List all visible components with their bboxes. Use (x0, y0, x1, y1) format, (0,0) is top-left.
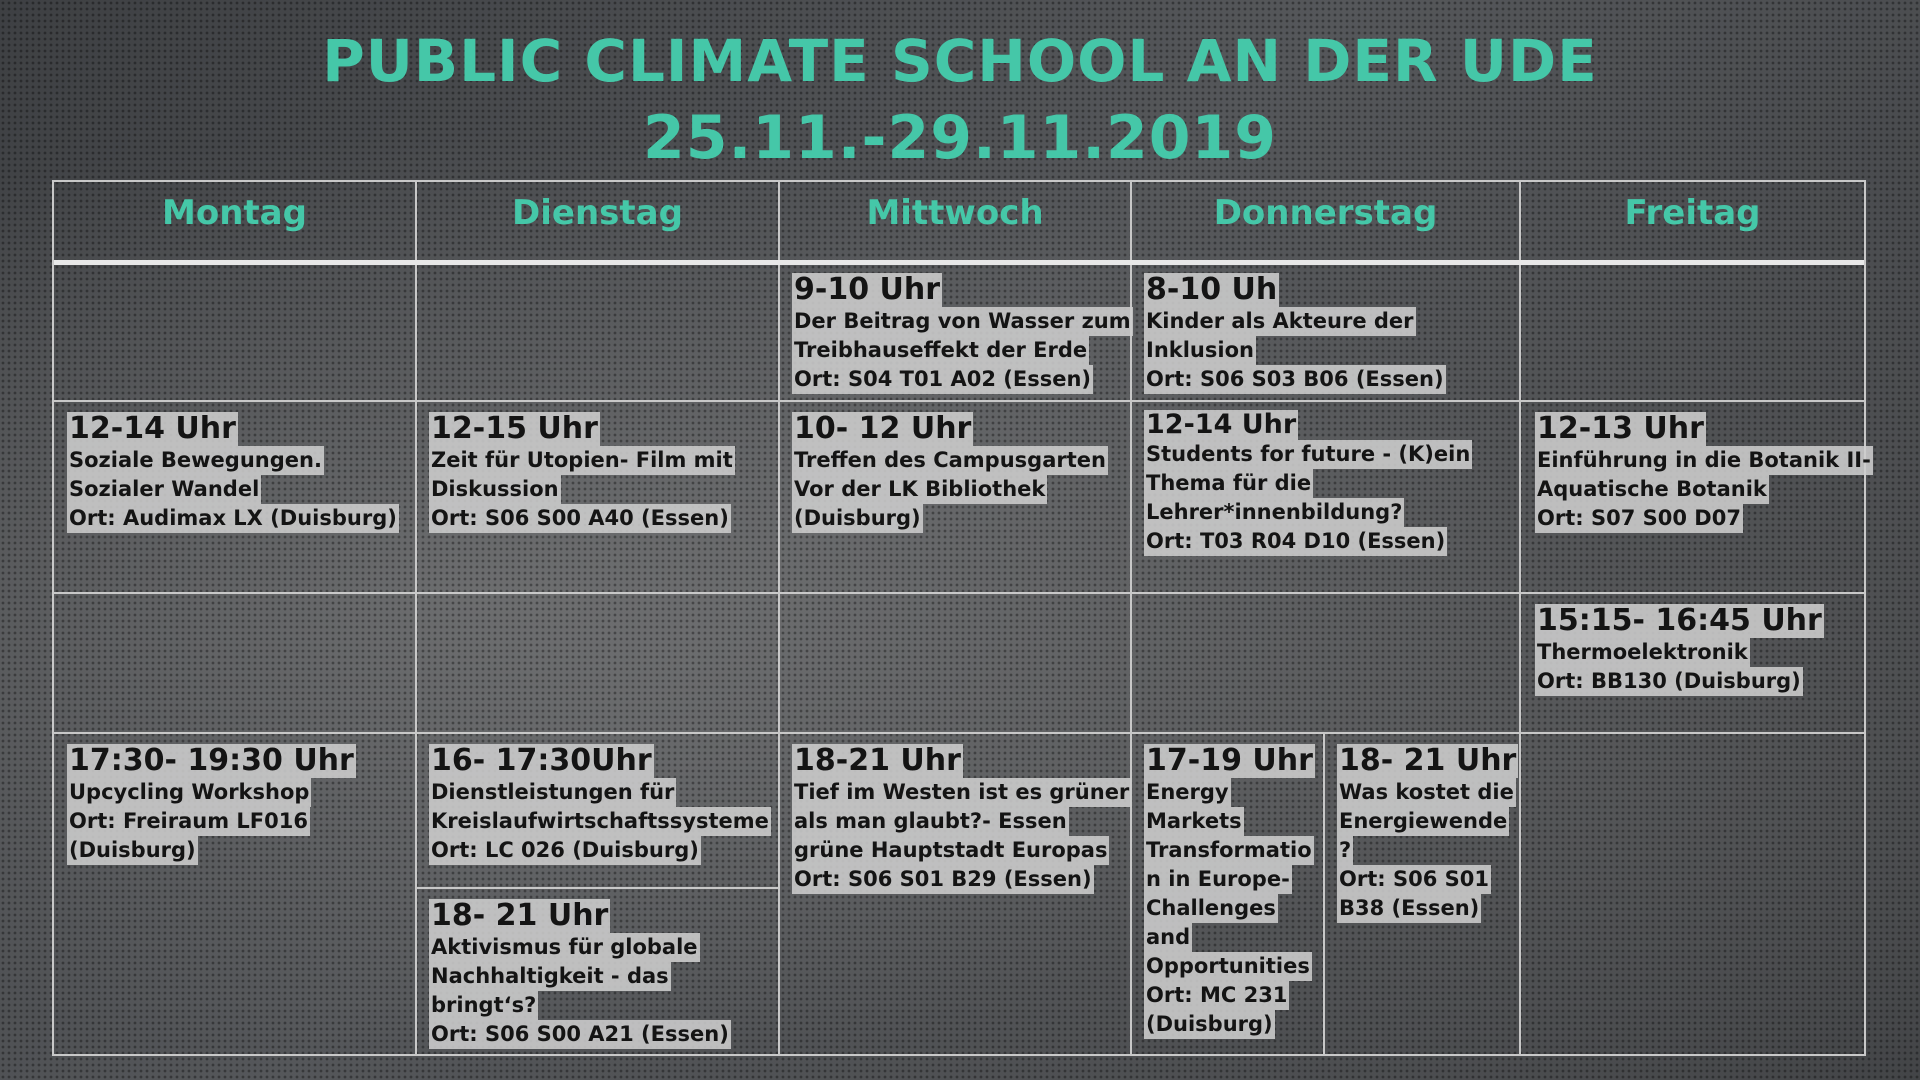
event-title: bringt‘s? (429, 991, 538, 1020)
event-title: Thermoelektronik (1535, 638, 1750, 667)
event-time: 17:30- 19:30 Uhr (69, 743, 354, 778)
event-dienstag-16-17 (429, 744, 771, 865)
event-title: Kreislaufwirtschaftssysteme (429, 807, 771, 836)
event-time: 10- 12 Uhr (794, 411, 972, 446)
header-divider (54, 260, 1864, 265)
event-title: Aquatische Botanik (1535, 475, 1769, 504)
event-freitag-12-13 (1535, 412, 1873, 533)
event-location: Ort: Freiraum LF016 (67, 807, 310, 836)
event-title: Diskussion (429, 475, 561, 504)
event-location: Ort: T03 R04 D10 (Essen) (1144, 527, 1447, 556)
row-divider (54, 592, 1864, 594)
page-title: PUBLIC CLIMATE SCHOOL AN DER UDE (322, 27, 1598, 95)
event-title: Was kostet die (1337, 778, 1516, 807)
event-time: 18-21 Uhr (794, 743, 961, 778)
event-time: 12-13 Uhr (1537, 411, 1704, 446)
event-montag-12-14 (67, 412, 399, 533)
event-title: and (1144, 923, 1192, 952)
event-time: 16- 17:30Uhr (431, 743, 652, 778)
row-divider (54, 400, 1864, 402)
event-location: Ort: S06 S00 A40 (Essen) (429, 504, 731, 533)
event-title: Transformatio (1144, 836, 1314, 865)
event-location: Ort: S06 S00 A21 (Essen) (429, 1020, 731, 1049)
event-location: (Duisburg) (1144, 1010, 1275, 1039)
event-title: Zeit für Utopien- Film mit (429, 446, 735, 475)
event-title: Opportunities (1144, 952, 1312, 981)
event-time: 9-10 Uhr (794, 272, 941, 307)
event-title: Sozialer Wandel (67, 475, 261, 504)
event-time: 12-14 Uhr (69, 411, 236, 446)
event-title: als man glaubt?- Essen (792, 807, 1069, 836)
event-location: Ort: LC 026 (Duisburg) (429, 836, 701, 865)
event-location: Ort: BB130 (Duisburg) (1535, 667, 1803, 696)
event-title: Lehrer*innenbildung? (1144, 498, 1404, 527)
event-donnerstag-18-21 (1337, 744, 1518, 923)
event-time: 18- 21 Uhr (1339, 743, 1517, 778)
column-divider (415, 182, 417, 1054)
event-title: n in Europe- (1144, 865, 1292, 894)
day-header-donnerstag: Donnerstag (1213, 193, 1438, 233)
event-title: Aktivismus für globale (429, 933, 700, 962)
event-time: 12-15 Uhr (431, 411, 598, 446)
event-location: Ort: S06 S03 B06 (Essen) (1144, 365, 1446, 394)
event-title: ? (1337, 836, 1353, 865)
event-location: Ort: Audimax LX (Duisburg) (67, 504, 399, 533)
event-location: Vor der LK Bibliothek (792, 475, 1047, 504)
event-donnerstag-12-14 (1144, 410, 1472, 556)
event-title: Tief im Westen ist es grüner (792, 778, 1131, 807)
event-location: Ort: S04 T01 A02 (Essen) (792, 365, 1093, 394)
event-title: Thema für die (1144, 469, 1313, 498)
event-location: Ort: S06 S01 B29 (Essen) (792, 865, 1094, 894)
event-location: B38 (Essen) (1337, 894, 1481, 923)
event-title: Treibhauseffekt der Erde (792, 336, 1089, 365)
event-freitag-15-16 (1535, 604, 1824, 696)
event-location: (Duisburg) (67, 836, 198, 865)
event-location: (Duisburg) (792, 504, 923, 533)
schedule-table (52, 180, 1871, 1056)
event-mittwoch-9-10 (792, 273, 1133, 394)
event-location: Ort: MC 231 (1144, 981, 1289, 1010)
event-dienstag-12-15 (429, 412, 735, 533)
event-location: Ort: S06 S01 (1337, 865, 1491, 894)
event-time: 17-19 Uhr (1146, 743, 1313, 778)
row-divider (415, 887, 778, 889)
event-time: 8-10 Uh (1146, 272, 1278, 307)
event-title: Upcycling Workshop (67, 778, 311, 807)
day-header-mittwoch: Mittwoch (866, 193, 1044, 233)
column-divider (1519, 182, 1521, 1054)
event-donnerstag-8-10 (1144, 273, 1446, 394)
event-mittwoch-18-21 (792, 744, 1131, 894)
column-divider (1323, 734, 1325, 1054)
day-header-montag: Montag (162, 193, 307, 233)
event-title: Markets (1144, 807, 1244, 836)
event-title: Einführung in die Botanik II- (1535, 446, 1873, 475)
event-mittwoch-10-12 (792, 412, 1108, 533)
row-divider (54, 732, 1864, 734)
event-title: grüne Hauptstadt Europas (792, 836, 1109, 865)
event-dienstag-18-21 (429, 899, 731, 1049)
event-title: Soziale Bewegungen. (67, 446, 324, 475)
event-title: Nachhaltigkeit - das (429, 962, 671, 991)
event-donnerstag-17-19 (1144, 744, 1315, 1039)
event-title: Kinder als Akteure der (1144, 307, 1416, 336)
event-time: 18- 21 Uhr (431, 898, 609, 933)
date-range: 25.11.-29.11.2019 (642, 103, 1278, 173)
event-time: 15:15- 16:45 Uhr (1537, 603, 1822, 638)
event-title: Challenges (1144, 894, 1278, 923)
event-title: Dienstleistungen für (429, 778, 676, 807)
event-location: Ort: S07 S00 D07 (1535, 504, 1743, 533)
event-montag-17-19 (67, 744, 356, 865)
column-divider (778, 182, 780, 1054)
event-time: 12-14 Uhr (1146, 409, 1297, 440)
event-title: Treffen des Campusgarten (792, 446, 1108, 475)
event-title: Der Beitrag von Wasser zum (792, 307, 1133, 336)
event-title: Inklusion (1144, 336, 1256, 365)
event-title: Energiewende (1337, 807, 1509, 836)
event-title: Energy (1144, 778, 1231, 807)
day-header-freitag: Freitag (1624, 193, 1761, 233)
day-header-dienstag: Dienstag (512, 193, 683, 233)
event-title: Students for future - (K)ein (1144, 440, 1472, 469)
